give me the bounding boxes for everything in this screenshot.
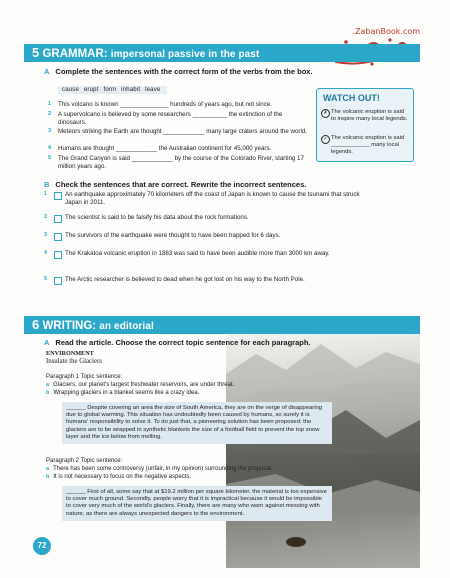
article-title: Insulate the Glaciers [46,358,102,365]
writing-title: WRITING: [42,320,97,332]
item-text: Meteors striking the Earth are thought ____________ many large craters around the world. [58,128,308,135]
watch-out-item [323,109,409,123]
writing-a-instruction [44,338,344,347]
option-text: There has been some controversy (unfair, in my opinion) surrounding the proposal. [53,466,273,472]
item-text: The Krakatoa volcanic eruption in 1883 was said to have been audible more than 3000 km away. [65,250,330,257]
mountain-illustration [226,334,420,568]
check-item [44,191,364,206]
item-number: 3 [44,232,48,238]
watch-out-text: The volcanic eruption is said to inspire many local legends. [331,109,408,122]
item-number: 1 [48,101,52,107]
cross-icon: ✗ [321,109,330,118]
instruction-text: Complete the sentences with the correct form of the verbs from the box. [55,67,313,76]
writing-number: 6 [32,317,40,332]
checkbox[interactable] [54,215,62,223]
grammar-a-instruction [44,68,314,77]
option-text: Wrapping glaciers in a blanket seems like a crazy idea. [53,390,200,396]
item-text: The survivors of the earthquake were thought to have been trapped for 6 days. [65,232,281,239]
writing-heading [24,316,420,334]
exercise-letter: B [44,180,50,189]
paragraph2-label: Paragraph 2 Topic sentence: [46,458,123,464]
checkbox[interactable] [54,251,62,259]
grammar-item [48,128,308,136]
check-icon: ✓ [321,135,330,144]
item-text: Humans are thought ____________ the Australian continent for 45,000 years. [58,145,272,152]
paragraph1-body: ______ Despite covering an area the size of South America, they are on the verge of disappearing due to global warming. This situation has undoubtedly been caused by humans, so surely it is humans' responsibility to solve it. To do just that, a pioneering solution has been proposed: the glaciers are to be wrapped in synthetic blankets the size of a football field to prevent the top snow layer and the ice below from melting. [62,402,332,444]
watch-out-box [316,88,414,162]
exercise-letter: A [44,67,50,76]
option-letter: b [46,474,50,480]
item-text: The Grand Canyon is said ____________ by the course of the Colorado River, starting 17 million years ago. [58,155,304,170]
item-number: 4 [44,250,48,256]
grammar-number: 5 [32,45,40,60]
option-text: It is not necessary to focus on the negative aspects. [53,474,192,480]
item-text: This volcano is known ______________ hundreds of years ago, but not since. [58,101,272,108]
article-section: ENVIRONMENT [46,350,94,357]
check-item [44,276,364,284]
option-text: Glaciers, our planet's largest freshwater reservoirs, are under threat. [53,382,235,388]
checkbox[interactable] [54,233,62,241]
box-word: erupt [83,87,99,93]
paragraph1-option-a [46,382,234,389]
checkbox[interactable] [54,277,62,285]
item-number: 1 [44,191,48,197]
box-word: cause [62,87,80,93]
item-text: An earthquake approximately 70 kilometers off the coast of Japan is known to cause the tsunami that struck Japan in 2011. [65,191,360,206]
item-text: The scientist is said to be falsify his data about the rock formations. [65,214,249,221]
page-number: 72 [33,537,51,555]
watch-out-item [323,135,409,156]
writing-subtitle: an editorial [99,321,154,332]
grammar-b-instruction [44,180,374,189]
paragraph2-body: ______ First of all, some say that at $19.2 million per square kilometer, the material is too expensive to cover much ground. Secondly, people worry that it is impractical because it would be impossible to cover very much of the world's glaciers. Finally, there are many who warn against messing with nature, as there are always unexpected dangers to the environment. [62,486,332,521]
paragraph2-option-b [46,474,191,481]
grammar-item [48,101,308,109]
instruction-text: Check the sentences that are correct. Rewrite the incorrect sentences. [55,180,307,189]
exercise-letter: A [44,338,50,347]
grammar-item [48,155,308,170]
box-word: inhabit [121,87,141,93]
item-number: 2 [48,111,52,117]
word-box [58,86,167,94]
item-text: The Arctic researcher is believed to dead when he got lost on his way to the North Pole. [65,276,305,283]
item-number: 5 [48,155,52,161]
paragraph2-option-a [46,466,273,473]
box-word: form [103,87,117,93]
checkbox[interactable] [54,192,62,200]
item-number: 2 [44,214,48,220]
option-letter: a [46,382,50,388]
option-letter: b [46,390,50,396]
watch-out-text: The volcanic eruption is said ____________ many local legends. [331,135,405,155]
option-letter: a [46,466,50,472]
check-item [44,250,364,258]
item-number: 3 [48,128,52,134]
paragraph1-option-b [46,390,199,397]
paragraph1-label: Paragraph 1 Topic sentence: [46,374,123,380]
item-text: A supervolcano is believed by some researchers __________ the extinction of the dinosaurs. [58,111,283,126]
grammar-title: GRAMMAR: [42,48,108,60]
grammar-item [48,145,308,153]
item-number: 4 [48,145,52,151]
glacier-photo [226,334,420,568]
check-item [44,232,364,240]
instruction-text: Read the article. Choose the correct topic sentence for each paragraph. [55,338,311,347]
site-brand: .ZabanBook.com [352,27,420,36]
check-item [44,214,364,222]
grammar-subtitle: impersonal passive in the past [110,49,260,60]
watch-out-title: WATCH OUT! [323,93,380,103]
grammar-item [48,111,308,126]
grammar-heading [24,44,420,62]
item-number: 5 [44,276,48,282]
box-word: leave [145,87,161,93]
